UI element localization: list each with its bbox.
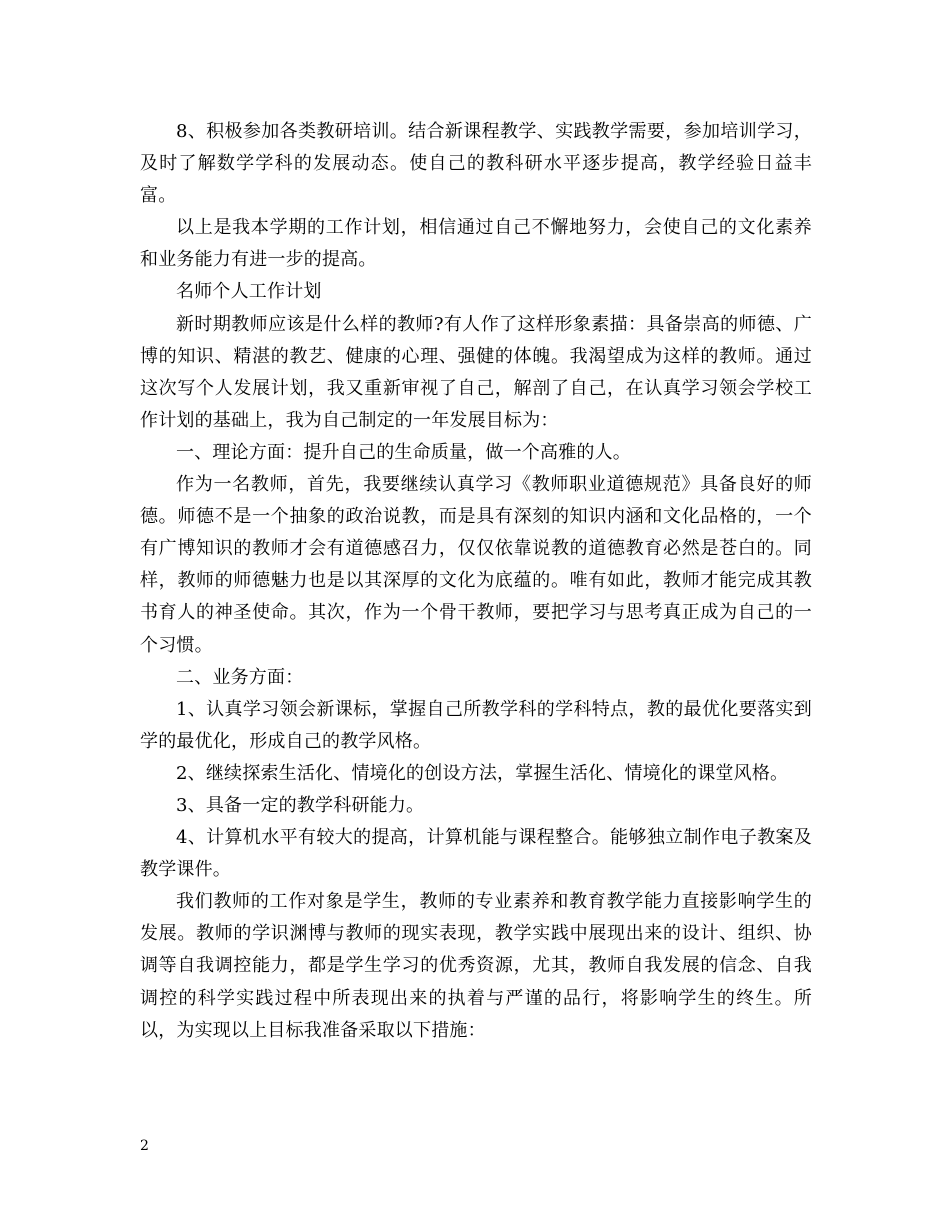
heading-theory: 一、理论方面：提升自己的生命质量，做一个高雅的人。 [176,441,631,463]
paragraph-business-2: 2、继续探索生活化、情境化的创设方法，掌握生活化、情境化的课堂风格。 [176,762,789,784]
paragraph-intro: 新时期教师应该是什么样的教师?有人作了这样形象素描：具备崇高的师德、广博的知识、精湛的教艺、健康的心理、强健的体魄。我渴望成为这样的教师。通过这次写个人发展计划，我又重新审视了自己，解剖了自己，在认真学习领会学校工作计划的基础上，我为自己制定的一年发展目标为： [140,313,812,431]
paragraph-business-1: 1、认真学习领会新课标，掌握自己所教学科的学科特点，教的最优化要落实到学的最优化，形成自己的教学风格。 [140,698,812,752]
paragraph-business-3: 3、具备一定的教学科研能力。 [176,794,425,816]
paragraph-theory: 作为一名教师，首先，我要继续认真学习《教师职业道德规范》具备良好的师德。师德不是一个抽象的政治说教，而是具有深刻的知识内涵和文化品格的，一个有广博知识的教师才会有道德感召力，仅仅依靠说教的道德教育必然是苍白的。同样，教师的师德魅力也是以其深厚的文化为底蕴的。唯有如此，教师才能完成其教书育人的神圣使命。其次，作为一个骨干教师，要把学习与思考真正成为自己的一个习惯。 [140,474,812,656]
paragraph-item-8: 8、积极参加各类教研培训。结合新课程教学、实践教学需要，参加培训学习，及时了解数学学科的发展动态。使自己的教科研水平逐步提高，教学经验日益丰富。 [140,121,812,207]
page-number: 2 [140,1138,149,1154]
paragraph-business-4: 4、计算机水平有较大的提高，计算机能与课程整合。能够独立制作电子教案及教学课件。 [140,827,812,881]
heading-business: 二、业务方面： [176,666,304,688]
section-title: 名师个人工作计划 [176,281,322,303]
paragraph-summary: 以上是我本学期的工作计划，相信通过自己不懈地努力，会使自己的文化素养和业务能力有进一步的提高。 [140,217,812,271]
paragraph-measures: 我们教师的工作对象是学生，教师的专业素养和教育教学能力直接影响学生的发展。教师的学识渊博与教师的现实表现，教学实践中展现出来的设计、组织、协调等自我调控能力，都是学生学习的优秀资源，尤其，教师自我发展的信念、自我调控的科学实践过程中所表现出来的执着与严谨的品行，将影响学生的终生。所以，为实现以上目标我准备采取以下措施： [140,891,812,1041]
document-body [140,116,812,1047]
